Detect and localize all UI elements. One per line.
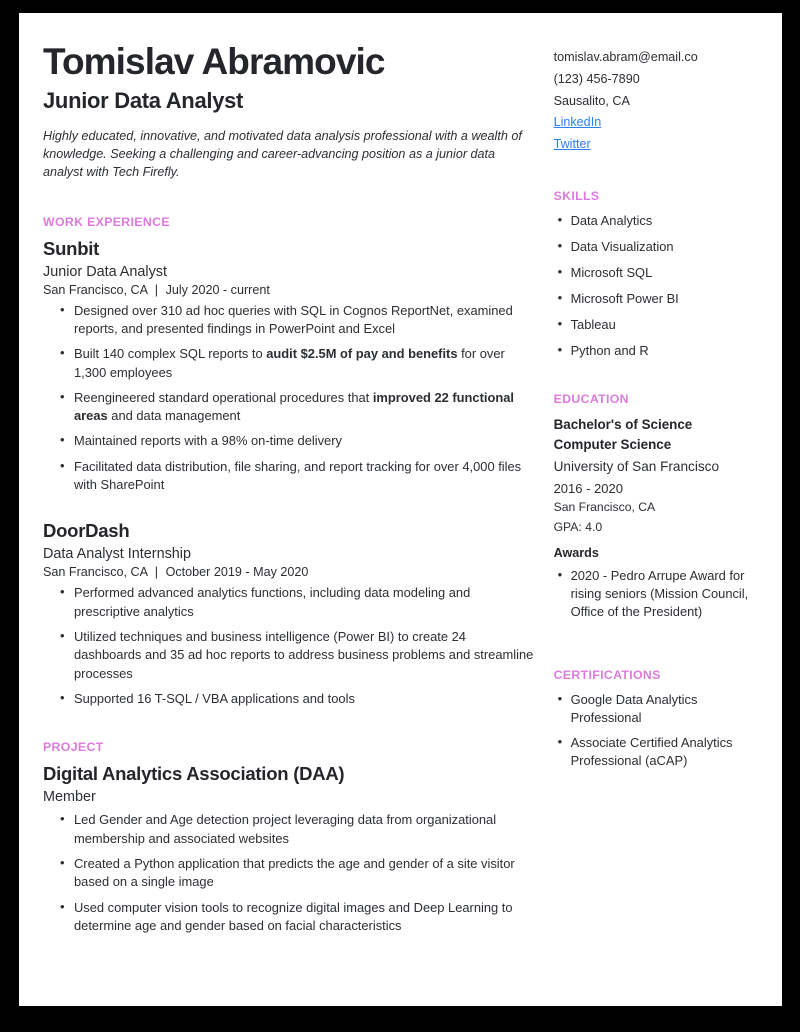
bullet-text: Designed over 310 ad hoc queries with SQL in Cognos ReportNet, examined reports, and presented findings in PowerPoint and Excel xyxy=(74,302,513,336)
list-item xyxy=(74,389,536,426)
job-dates: October 2019 - May 2020 xyxy=(165,565,309,580)
contact-link-row xyxy=(554,112,754,134)
education-gpa: GPA: 4.0 xyxy=(553,519,603,534)
bullet-text: Led Gender and Age detection project leveraging data from organizational membership and associated websites xyxy=(74,812,497,846)
list-item xyxy=(74,584,536,621)
bullet-text-tail: and data management xyxy=(107,408,241,424)
bullet-text-tail: for over 1,300 employees xyxy=(74,346,505,380)
meta-separator: | xyxy=(154,565,159,580)
resume-page xyxy=(19,13,782,1006)
certifications-list xyxy=(554,691,754,770)
job-bullet-list xyxy=(43,302,536,495)
education-school: University of San Francisco xyxy=(553,459,720,475)
contact-block xyxy=(554,43,754,156)
job-role: Data Analyst Internship xyxy=(43,546,191,563)
bullet-text: Supported 16 T-SQL / VBA applications and tools xyxy=(74,690,355,706)
bullet-text: Performed advanced analytics functions, including data modeling and prescriptive analytics xyxy=(74,585,471,619)
professional-summary: Highly educated, innovative, and motivated data analysis professional with a wealth of knowledge. Seeking a challenging and career-advancing position as a junior data analyst with Tech Firefly. xyxy=(43,128,522,180)
linkedin-link[interactable]: LinkedIn xyxy=(553,115,602,130)
list-item xyxy=(74,432,536,450)
job-organization: DoorDash xyxy=(43,520,130,542)
list-item: • Microsoft SQL xyxy=(571,264,754,282)
project-entry xyxy=(43,763,536,935)
project-role: Member xyxy=(43,789,96,806)
job-entry xyxy=(43,238,536,495)
list-item: • Data Analytics xyxy=(571,212,754,230)
bullet-text: Created a Python application that predicts the age and gender of a site visitor based on a single image xyxy=(74,855,515,890)
job-meta xyxy=(43,565,536,579)
job-organization: Sunbit xyxy=(43,237,100,259)
bullet-text: Facilitated data distribution, file sharing, and report tracking for over 4,000 files with SharePoint xyxy=(74,458,522,493)
education-major: Computer Science xyxy=(553,436,672,452)
list-item xyxy=(74,345,536,382)
meta-separator: | xyxy=(154,282,159,297)
awards-label: Awards xyxy=(553,546,599,561)
bullet-text: Utilized techniques and business intelligence (Power BI) to create 24 dashboards and 35 ad hoc reports to address business problems and streamline processes xyxy=(74,629,534,681)
list-item xyxy=(74,690,536,708)
section-heading-education: EDUCATION xyxy=(553,392,629,407)
job-entry xyxy=(43,520,536,708)
section-heading-certifications: CERTIFICATIONS xyxy=(553,668,661,683)
list-item: • Associate Certified Analytics Professional (aCAP) xyxy=(571,734,754,770)
section-heading-project: PROJECT xyxy=(43,740,104,755)
job-dates: July 2020 - current xyxy=(165,282,270,297)
list-item: • Data Visualization xyxy=(571,238,754,256)
list-item xyxy=(74,628,536,683)
project-bullet-list xyxy=(43,811,536,935)
list-item xyxy=(74,855,536,892)
bullet-text: Maintained reports with a 98% on-time delivery xyxy=(74,433,342,449)
list-item xyxy=(74,811,536,848)
job-meta xyxy=(43,283,536,297)
list-item xyxy=(74,458,536,495)
job-location: San Francisco, CA xyxy=(43,565,148,580)
education-degree: Bachelor's of Science xyxy=(553,417,693,433)
contact-phone: (123) 456-7890 xyxy=(553,71,640,86)
list-item: • Microsoft Power BI xyxy=(571,290,754,308)
bullet-text: Used computer vision tools to recognize digital images and Deep Learning to determine age and gender based on facial characteristics xyxy=(74,899,513,933)
education-years: 2016 - 2020 xyxy=(553,480,623,496)
job-role: Junior Data Analyst xyxy=(43,263,167,280)
contact-email: tomislav.abram@email.co xyxy=(553,50,698,64)
education-location: San Francisco, CA xyxy=(553,500,656,515)
list-item xyxy=(74,302,536,339)
list-item: • Tableau xyxy=(571,316,754,334)
left-column xyxy=(43,43,554,935)
list-item: • Google Data Analytics Professional xyxy=(571,691,754,727)
bullet-emphasis: improved 22 functional areas xyxy=(74,389,514,424)
contact-location: Sausalito, CA xyxy=(553,93,630,108)
page-title: Tomislav Abramovic xyxy=(43,41,385,82)
resume-body xyxy=(43,43,754,935)
awards-list xyxy=(554,567,754,621)
job-bullet-list xyxy=(43,584,536,708)
right-column xyxy=(554,43,754,778)
bullet-text: Reengineered standard operational procedures that xyxy=(74,389,373,405)
skills-list xyxy=(554,212,754,360)
list-item xyxy=(74,899,536,936)
section-heading-work-experience: WORK EXPERIENCE xyxy=(43,214,170,229)
twitter-link[interactable]: Twitter xyxy=(553,137,591,152)
bullet-emphasis: audit $2.5M of pay and benefits xyxy=(266,346,458,362)
project-organization: Digital Analytics Association (DAA) xyxy=(43,763,345,785)
bullet-text: Built 140 complex SQL reports to xyxy=(74,346,267,362)
contact-link-row xyxy=(554,134,754,156)
section-heading-skills: SKILLS xyxy=(553,188,600,203)
list-item: • Python and R xyxy=(571,342,754,360)
job-title: Junior Data Analyst xyxy=(43,87,244,113)
list-item: • 2020 - Pedro Arrupe Award for rising seniors (Mission Council, Office of the President) xyxy=(571,567,754,621)
job-location: San Francisco, CA xyxy=(43,282,148,297)
